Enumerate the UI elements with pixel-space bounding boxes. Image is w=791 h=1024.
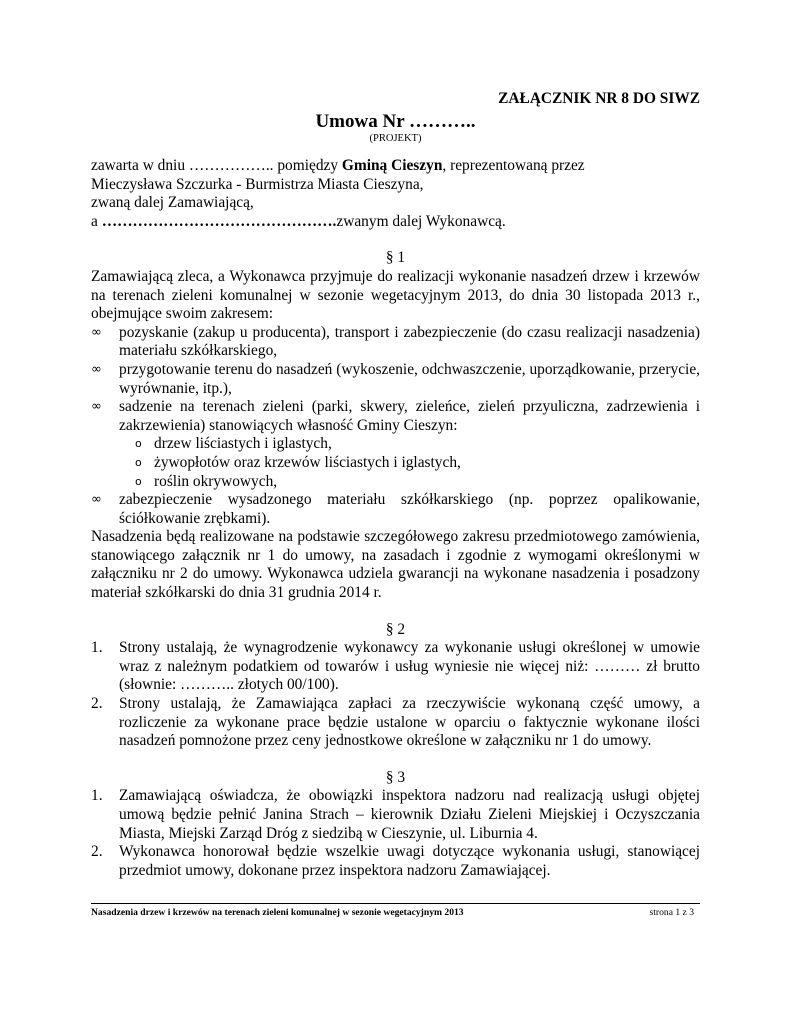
list-item: ∞ pozyskanie (zakup u producenta), transport i zabezpieczenie (do czasu realizacji nasadzenia) materiału szkółkarskiego, <box>91 323 700 360</box>
circle-bullet-icon: o <box>135 474 142 488</box>
contract-title: Umowa Nr ……….. <box>315 111 476 132</box>
scope-list <box>91 324 700 529</box>
list-item: 2. Strony ustalają, że Zamawiająca zapłaci za rzeczywiście wykonaną część umowy, a rozliczenie za wykonane prace będzie ustalone w oparciu o faktycznie wykonane ilości nasadzeń pomnożone przez ceny jednostkowe określone w załączniku nr 1 do umowy. <box>91 695 700 750</box>
section-1-heading: § 1 <box>385 249 406 267</box>
sub-list-item: o drzew liściastych i iglastych, <box>135 435 332 453</box>
section-3 <box>91 769 700 881</box>
list-item: 2. Wykonawca honorował będzie wszelkie uwagi dotyczące wykonania usługi, stanowiącej przedmiot umowy, dokonane przez inspektora nadzoru Zamawiającej. <box>91 843 700 879</box>
infinity-bullet-icon: ∞ <box>91 361 102 377</box>
intro-line-4: a ……………………………………….zwanym dalej Wykonawcą. <box>91 212 506 230</box>
municipality-name: Gminą Cieszyn <box>341 157 443 174</box>
annex-label: ZAŁĄCZNIK NR 8 DO SIWZ <box>498 90 700 107</box>
list-item: 1. Strony ustalają, że wynagrodzenie wykonawcy za wykonanie usługi określonej w umowie wraz z należnym podatkiem od towarów i usług wyniesie nie więcej niż: ……… zł brutto (słownie: ……….. złotych 00/100). <box>91 639 700 694</box>
section-3-heading: § 3 <box>385 768 406 786</box>
section-1-closing: Nasadzenia będą realizowane na podstawie szczegółowego zakresu przedmiotowego zamówienia, stanowiącego załącznik nr 1 do umowy, na zasadach i zgodnie z wymogami określonymi w załączniku nr 2 do umowy. Wykonawca udziela gwarancji na wykonane nasadzenia i posadzony materiał szkółkarski do dnia 31 grudnia 2014 r. <box>91 528 700 602</box>
footer-divider <box>91 903 700 904</box>
infinity-bullet-icon: ∞ <box>91 492 102 508</box>
document-page <box>91 90 700 880</box>
intro-line-1: zawarta w dniu …………….. pomiędzy Gminą Cieszyn, reprezentowaną przez <box>91 157 585 174</box>
list-item: ∞ sadzenie na terenach zieleni (parki, skwery, zieleńce, zieleń przyuliczna, zadrzewienia i zakrzewienia) stanowiących własność Gminy Cieszyn: o drzew liściastych i iglastych, o żywopłotów oraz krzewów liściastych i iglastych, o roślin okrywowych, <box>91 398 700 490</box>
section-1-lead: Zamawiającą zleca, a Wykonawca przyjmuje do realizacji wykonanie nasadzeń drzew i krzewów na terenach zieleni komunalnej w sezonie wegetacyjnym 2013, do dnia 30 listopada 2013 r., obejmujące swoim zakresem: <box>91 267 700 323</box>
draft-label: (PROJEKT) <box>369 133 422 144</box>
section-2-heading: § 2 <box>385 620 406 638</box>
page-number: strona 1 z 3 <box>649 907 694 918</box>
list-item: 1. Zamawiającą oświadcza, że obowiązki inspektora nadzoru nad realizacją usługi objętej umową będzie pełnić Janina Strach – kierownik Działu Zieleni Miejskiej i Oczyszczania Miasta, Miejski Zarząd Dróg z siedzibą w Cieszynie, ul. Liburnia 4. <box>91 787 700 842</box>
footer-title: Nasadzenia drzew i krzewów na terenach zieleni komunalnej w sezonie wegetacyjnym 2013 <box>91 907 464 918</box>
sub-list-item: o roślin okrywowych, <box>135 472 278 490</box>
intro-line-3: zwaną dalej Zamawiającą, <box>91 194 254 212</box>
infinity-bullet-icon: ∞ <box>91 324 102 340</box>
section-2-list <box>91 639 700 751</box>
list-item: ∞ zabezpieczenie wysadzonego materiału szkółkarskiego (np. poprzez opalikowanie, ściółkowanie zrębkami). <box>91 491 700 527</box>
infinity-bullet-icon: ∞ <box>91 399 102 415</box>
section-3-list <box>91 787 700 880</box>
circle-bullet-icon: o <box>135 455 142 469</box>
section-2 <box>91 621 700 751</box>
sub-list-item: o żywopłotów oraz krzewów liściastych i iglastych, <box>135 453 461 471</box>
planting-sublist <box>119 435 700 491</box>
contractor-placeholder: ………………………………………. <box>101 212 337 230</box>
section-1 <box>91 249 700 602</box>
intro-line-2: Mieczysława Szczurka - Burmistrza Miasta Cieszyna, <box>91 175 424 193</box>
circle-bullet-icon: o <box>135 437 142 451</box>
list-item: ∞ przygotowanie terenu do nasadzeń (wykoszenie, odchwaszczenie, uporządkowanie, przerycie, wyrównanie, itp.), <box>91 360 700 397</box>
intro-block <box>91 157 700 231</box>
